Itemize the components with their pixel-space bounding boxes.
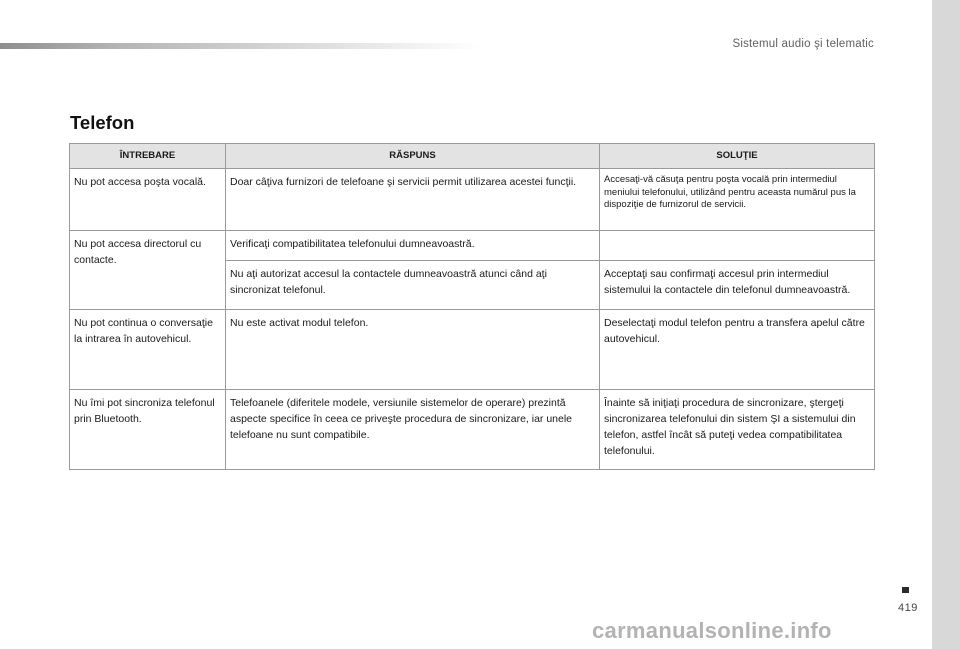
solution-cell: Înainte să iniţiaţi procedura de sincronizare, ştergeţi sincronizarea telefonului din sistem ŞI a sistemului din telefon, astfel încât să puteţi vedea compatibilitatea telefonului. bbox=[600, 390, 875, 470]
header-gradient-line bbox=[0, 43, 480, 49]
page-marker-dot bbox=[902, 587, 909, 593]
column-header-solution: SOLUŢIE bbox=[600, 144, 875, 169]
table-row bbox=[70, 390, 875, 470]
answer-cell: Verificaţi compatibilitatea telefonului dumneavoastră. bbox=[226, 231, 600, 261]
answer-cell: Nu aţi autorizat accesul la contactele dumneavoastră atunci când aţi sincronizat telefonul. bbox=[226, 261, 600, 310]
column-header-answer: RĂSPUNS bbox=[226, 144, 600, 169]
solution-cell: Accesaţi-vă căsuţa pentru poşta vocală prin intermediul meniului telefonului, utilizând pentru aceasta numărul pus la dispoziţie de furnizorul de servicii. bbox=[600, 169, 875, 231]
page-title: Telefon bbox=[70, 112, 135, 133]
faq-table bbox=[69, 143, 875, 470]
solution-cell bbox=[600, 231, 875, 261]
table-row bbox=[70, 169, 875, 231]
answer-cell: Nu este activat modul telefon. bbox=[226, 310, 600, 390]
table-header-row bbox=[70, 144, 875, 169]
column-header-question: ÎNTREBARE bbox=[70, 144, 226, 169]
table-row bbox=[70, 231, 875, 261]
solution-cell: Acceptaţi sau confirmaţi accesul prin intermediul sistemului la contactele din telefonul dumneavoastră. bbox=[600, 261, 875, 310]
watermark-text: carmanualsonline.info bbox=[592, 618, 832, 643]
question-cell: Nu pot accesa poşta vocală. bbox=[70, 169, 226, 231]
question-cell: Nu pot accesa directorul cu contacte. bbox=[70, 231, 226, 310]
section-header: Sistemul audio şi telematic bbox=[732, 38, 874, 50]
answer-cell: Doar câţiva furnizori de telefoane şi servicii permit utilizarea acestei funcţii. bbox=[226, 169, 600, 231]
table-row bbox=[70, 310, 875, 390]
solution-cell: Deselectaţi modul telefon pentru a transfera apelul către autovehicul. bbox=[600, 310, 875, 390]
question-cell: Nu pot continua o conversaţie la intrarea în autovehicul. bbox=[70, 310, 226, 390]
answer-cell: Telefoanele (diferitele modele, versiunile sistemelor de operare) prezintă aspecte specifice în ceea ce priveşte procedura de sincronizare, iar unele telefoane nu sunt compatibile. bbox=[226, 390, 600, 470]
page-edge-bar bbox=[932, 0, 960, 649]
page-number: 419 bbox=[898, 602, 918, 614]
question-cell: Nu îmi pot sincroniza telefonul prin Bluetooth. bbox=[70, 390, 226, 470]
